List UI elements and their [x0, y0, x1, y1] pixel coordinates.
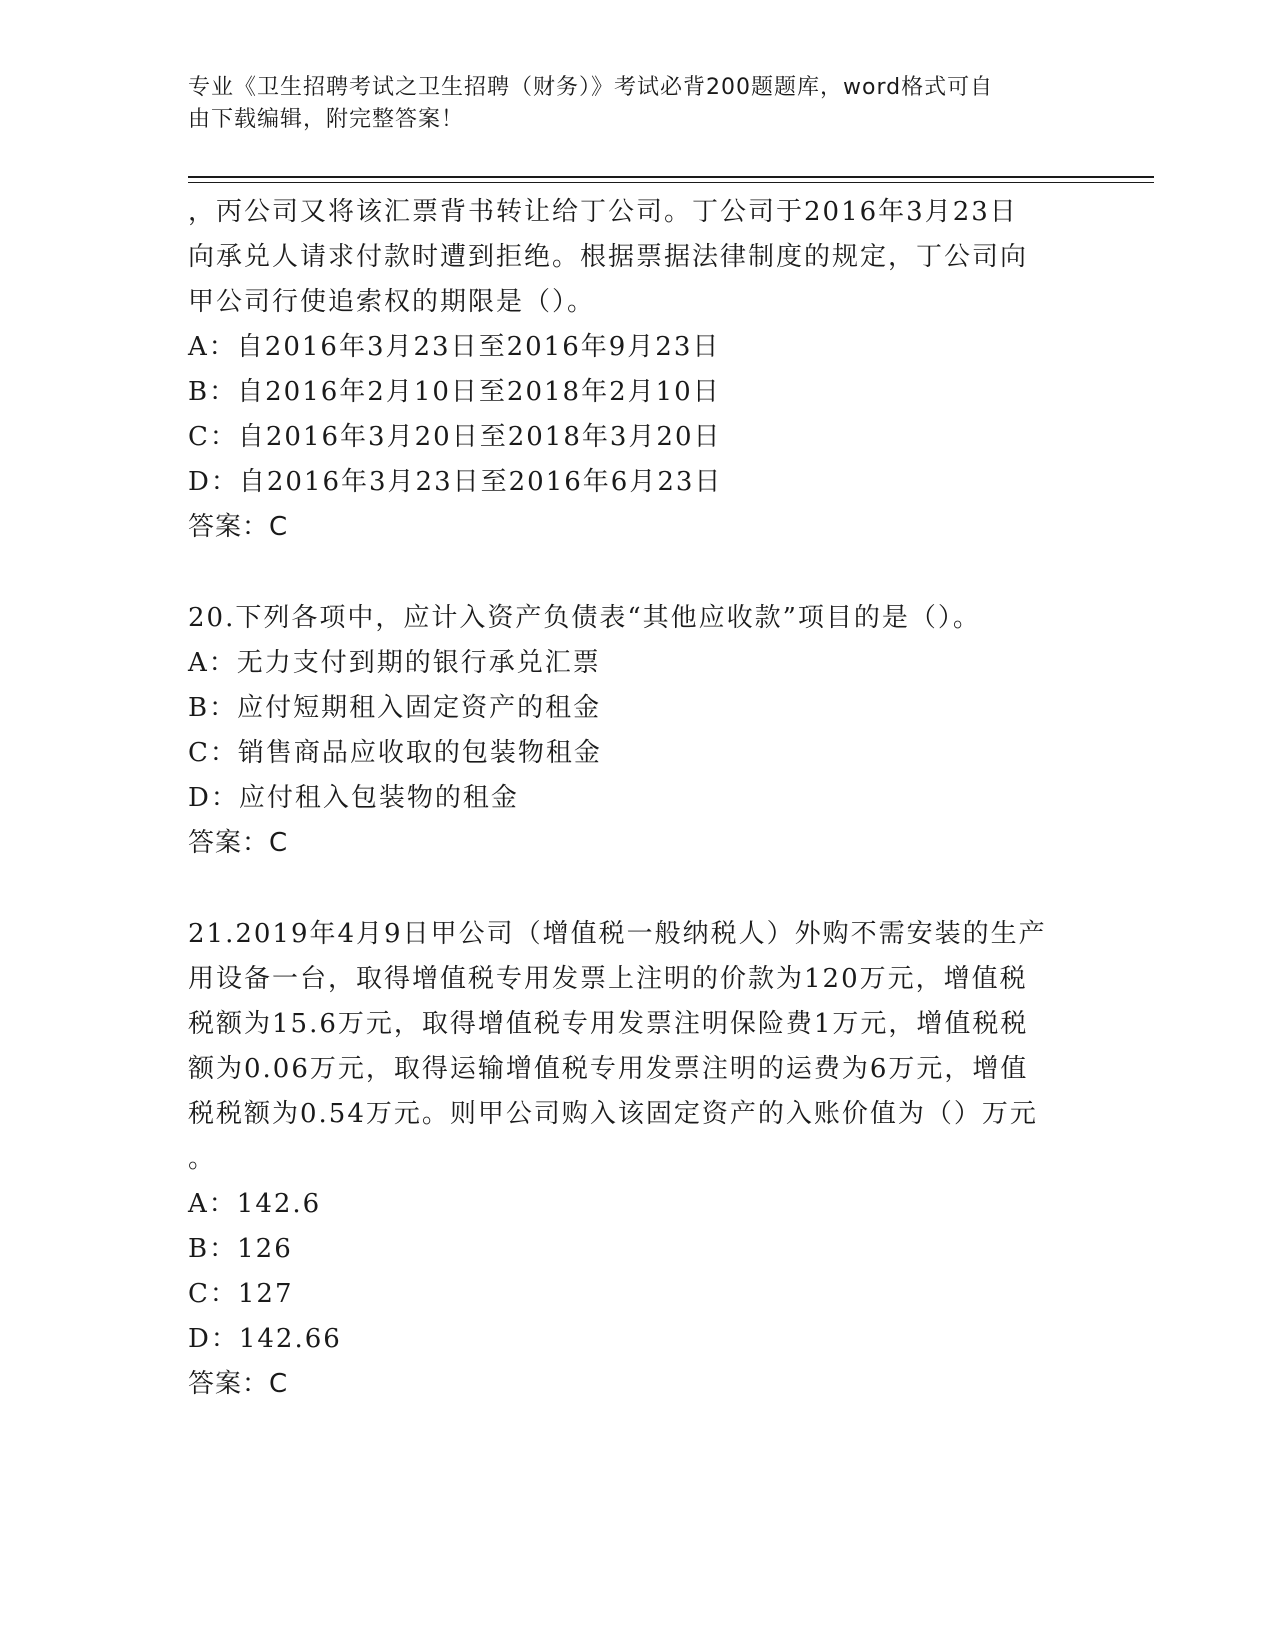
option-c: C：销售商品应收取的包装物租金 — [188, 738, 602, 768]
question-stem-line: 额为0.06万元，取得运输增值税专用发票注明的运费为6万元，增值 — [188, 1054, 1029, 1084]
question-stem-line: 21.2019年4月9日甲公司（增值税一般纳税人）外购不需安装的生产 — [188, 919, 1047, 949]
question-stem-line: 用设备一台，取得增值税专用发票上注明的价款为120万元，增值税 — [188, 964, 1028, 994]
header-line-2: 由下载编辑，附完整答案！ — [188, 107, 465, 132]
option-d: D：自2016年3月23日至2016年6月23日 — [188, 467, 723, 497]
header-divider-thin — [188, 182, 1154, 183]
option-a: A：自2016年3月23日至2016年9月23日 — [188, 332, 721, 362]
option-b: B：应付短期租入固定资产的租金 — [188, 693, 602, 723]
question-stem-line: 向承兑人请求付款时遭到拒绝。根据票据法律制度的规定，丁公司向 — [188, 242, 1029, 272]
answer-line: 答案：C — [188, 512, 289, 542]
option-d: D：应付租入包装物的租金 — [188, 783, 519, 813]
spacer — [188, 866, 1088, 912]
document-header — [188, 72, 1068, 136]
answer-line: 答案：C — [188, 828, 289, 858]
option-c: C：127 — [188, 1279, 294, 1309]
option-d: D：142.66 — [188, 1324, 342, 1354]
answer-line: 答案：C — [188, 1369, 289, 1399]
question-block — [188, 912, 1088, 1407]
question-stem-line: ，丙公司又将该汇票背书转让给丁公司。丁公司于2016年3月23日 — [188, 197, 1018, 227]
question-stem-line: 。 — [188, 1144, 217, 1174]
question-stem-line: 税税额为0.54万元。则甲公司购入该固定资产的入账价值为（）万元 — [188, 1099, 1038, 1129]
header-divider-thick — [188, 176, 1154, 178]
header-line-1: 专业《卫生招聘考试之卫生招聘（财务）》考试必背200题题库，word格式可自 — [188, 75, 994, 100]
option-b: B：自2016年2月10日至2018年2月10日 — [188, 377, 721, 407]
question-block — [188, 190, 1088, 550]
option-a: A：142.6 — [188, 1189, 322, 1219]
spacer — [188, 550, 1088, 596]
option-c: C：自2016年3月20日至2018年3月20日 — [188, 422, 722, 452]
option-b: B：126 — [188, 1234, 293, 1264]
question-stem-line: 甲公司行使追索权的期限是（）。 — [188, 287, 596, 317]
question-list — [188, 190, 1088, 1407]
option-a: A：无力支付到期的银行承兑汇票 — [188, 648, 601, 678]
question-stem-line: 税额为15.6万元，取得增值税专用发票注明保险费1万元，增值税税 — [188, 1009, 1029, 1039]
question-stem-line: 20.下列各项中，应计入资产负债表“其他应收款”项目的是（）。 — [188, 603, 981, 633]
question-block — [188, 596, 1088, 866]
